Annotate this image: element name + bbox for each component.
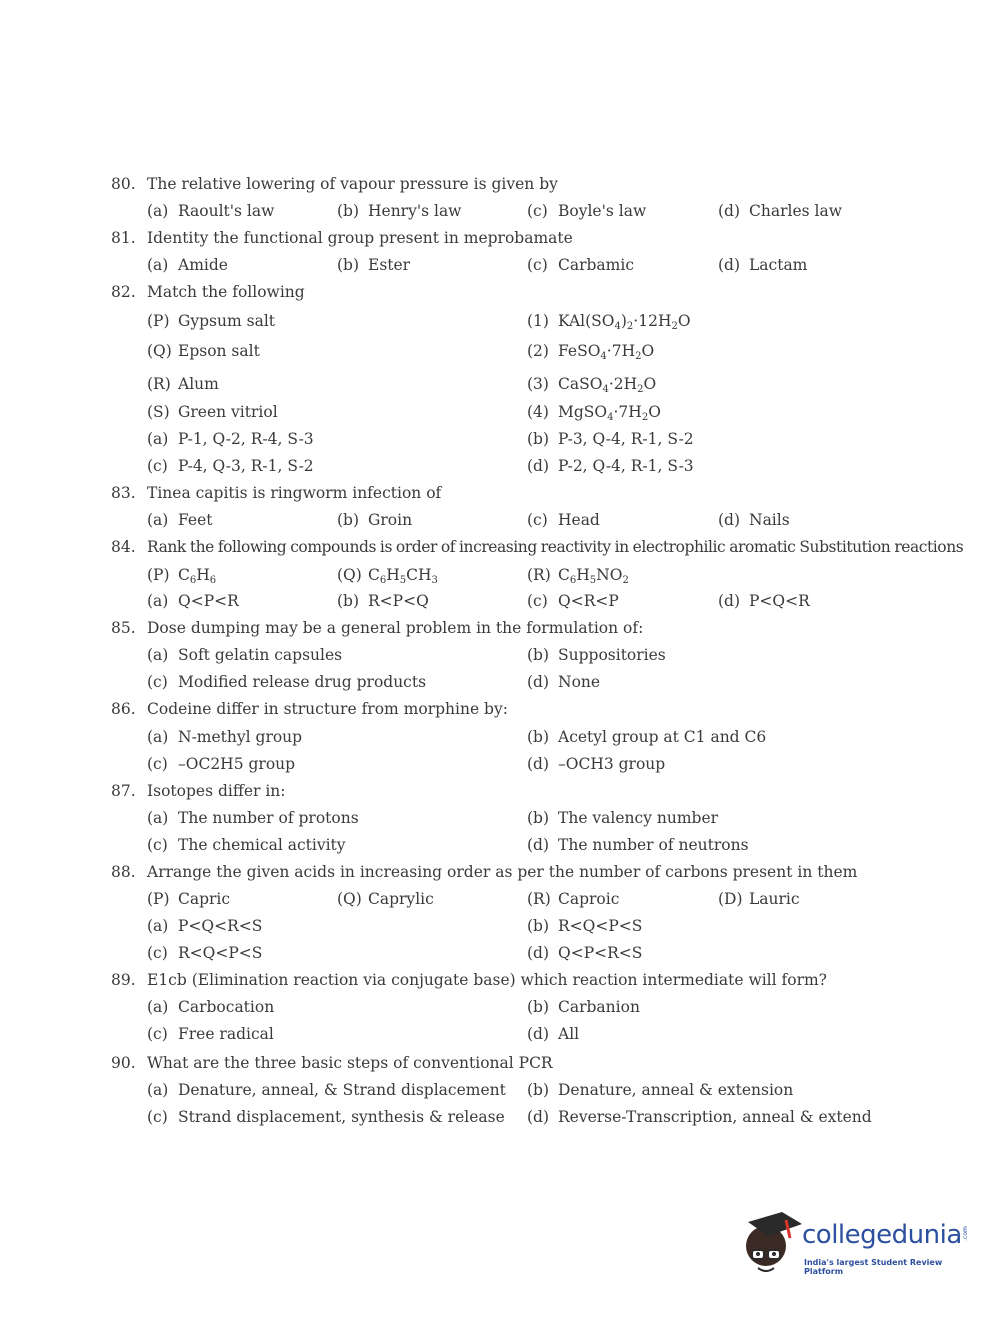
match-left-r: (R) Alum xyxy=(147,375,219,393)
option-d: (d) None xyxy=(527,673,601,691)
options-row xyxy=(0,728,1001,755)
acid-p: (P) Capric xyxy=(147,890,231,908)
option-a: (a) N-methyl group xyxy=(147,728,303,746)
compound-q: (Q) $C_6H_5CH_3$ xyxy=(337,566,438,586)
option-d: (d) The number of neutrons xyxy=(527,836,749,854)
brand-name: collegedunia xyxy=(802,1220,962,1250)
option-c: (c) Boyle's law xyxy=(527,202,647,220)
match-row-1 xyxy=(0,312,1001,339)
question-82 xyxy=(0,283,1001,310)
question-number: 85. xyxy=(111,619,136,637)
option-a: (a) The number of protons xyxy=(147,809,359,827)
option-d: (d) All xyxy=(527,1025,580,1043)
question-text: Isotopes differ in: xyxy=(147,782,286,800)
option-c: (c) Q<R<P xyxy=(527,592,619,610)
option-c: (c) R<Q<P<S xyxy=(147,944,263,962)
match-row-3 xyxy=(0,375,1001,402)
option-a: (a) Denature, anneal, & Strand displacement xyxy=(147,1081,506,1099)
option-d: (d) Q<P<R<S xyxy=(527,944,643,962)
options-row xyxy=(0,836,1001,863)
options-row xyxy=(0,592,1001,619)
compound-p: (P) $C_6H_6$ xyxy=(147,566,217,586)
options-row xyxy=(0,1081,1001,1108)
question-number: 87. xyxy=(111,782,136,800)
match-row-4 xyxy=(0,403,1001,430)
brand-suffix: .com xyxy=(961,1226,969,1241)
option-b: (b) R<Q<P<S xyxy=(527,917,643,935)
question-number: 89. xyxy=(111,971,136,989)
question-text: The relative lowering of vapour pressure is given by xyxy=(147,175,558,193)
options-row xyxy=(0,202,1001,229)
option-a: (a) Raoult's law xyxy=(147,202,275,220)
option-d: (d) Charles law xyxy=(718,202,842,220)
options-row xyxy=(0,673,1001,700)
option-b: (b) Suppositories xyxy=(527,646,666,664)
option-a: (a) Amide xyxy=(147,256,228,274)
option-c: (c) Free radical xyxy=(147,1025,274,1043)
question-83 xyxy=(0,484,1001,511)
option-b: (b) P-3, Q-4, R-1, S-2 xyxy=(527,430,694,448)
options-row xyxy=(0,755,1001,782)
option-a: (a) Feet xyxy=(147,511,213,529)
acid-q: (Q) Caprylic xyxy=(337,890,434,908)
match-left-s: (S) Green vitriol xyxy=(147,403,278,421)
option-d: (d) P-2, Q-4, R-1, S-3 xyxy=(527,457,694,475)
option-d: (d) Reverse-Transcription, anneal & extend xyxy=(527,1108,872,1126)
question-text: Arrange the given acids in increasing order as per the number of carbons present in them xyxy=(147,863,858,881)
question-90 xyxy=(0,1054,1001,1081)
options-row xyxy=(0,256,1001,283)
option-a: (a) Q<P<R xyxy=(147,592,239,610)
option-b: (b) The valency number xyxy=(527,809,719,827)
options-row xyxy=(0,1108,1001,1135)
question-number: 86. xyxy=(111,700,136,718)
option-a: (a) Carbocation xyxy=(147,998,275,1016)
brand-tagline: India's largest Student Review Platform xyxy=(804,1258,943,1276)
question-text: Match the following xyxy=(147,283,305,301)
question-number: 82. xyxy=(111,283,136,301)
option-a: (a) Soft gelatin capsules xyxy=(147,646,343,664)
acids-row xyxy=(0,890,1001,917)
option-a: (a) P-1, Q-2, R-4, S-3 xyxy=(147,430,314,448)
question-81 xyxy=(0,229,1001,256)
option-c: (c) Strand displacement, synthesis & release xyxy=(147,1108,505,1126)
question-text: Codeine differ in structure from morphine by: xyxy=(147,700,508,718)
question-86 xyxy=(0,700,1001,727)
option-c: (c) Carbamic xyxy=(527,256,635,274)
options-row xyxy=(0,998,1001,1025)
options-row xyxy=(0,1025,1001,1052)
collegedunia-logo[interactable] xyxy=(742,1208,972,1286)
graduate-mascot-icon xyxy=(742,1208,802,1286)
option-d: (d) –OCH3 group xyxy=(527,755,666,773)
option-b: (b) Acetyl group at C1 and C6 xyxy=(527,728,767,746)
question-text: Dose dumping may be a general problem in the formulation of: xyxy=(147,619,644,637)
option-d: (d) Lactam xyxy=(718,256,808,274)
option-c: (c) The chemical activity xyxy=(147,836,346,854)
option-b: (b) Henry's law xyxy=(337,202,462,220)
question-number: 88. xyxy=(111,863,136,881)
question-text: Rank the following compounds is order of increasing reactivity in electrophilic aromatic Substitution reactions xyxy=(147,538,964,556)
question-text: What are the three basic steps of conventional PCR xyxy=(147,1054,553,1072)
option-c: (c) P-4, Q-3, R-1, S-2 xyxy=(147,457,314,475)
option-b: (b) Groin xyxy=(337,511,413,529)
acid-r: (R) Caproic xyxy=(527,890,620,908)
question-88 xyxy=(0,863,1001,890)
question-text: Identity the functional group present in meprobamate xyxy=(147,229,573,247)
question-number: 80. xyxy=(111,175,136,193)
question-89 xyxy=(0,971,1001,998)
options-row xyxy=(0,646,1001,673)
match-left-q: (Q) Epson salt xyxy=(147,342,260,360)
option-b: (b) R<P<Q xyxy=(337,592,429,610)
compounds-row xyxy=(0,566,1001,593)
match-right-2: (2) $FeSO_4\cdot 7H_2O$ xyxy=(527,342,655,362)
option-c: (c) Modified release drug products xyxy=(147,673,427,691)
question-number: 90. xyxy=(111,1054,136,1072)
options-row xyxy=(0,430,1001,457)
match-right-1: (1) $KAl(SO_4)_2\cdot 12H_2O$ xyxy=(527,312,691,332)
option-c: (c) –OC2H5 group xyxy=(147,755,296,773)
match-left-p: (P) Gypsum salt xyxy=(147,312,276,330)
options-row xyxy=(0,809,1001,836)
option-b: (b) Carbanion xyxy=(527,998,640,1016)
question-text: Tinea capitis is ringworm infection of xyxy=(147,484,442,502)
option-c: (c) Head xyxy=(527,511,600,529)
question-84 xyxy=(0,538,1001,565)
option-a: (a) P<Q<R<S xyxy=(147,917,263,935)
question-text: E1cb (Elimination reaction via conjugate base) which reaction intermediate will form? xyxy=(147,971,827,989)
question-85 xyxy=(0,619,1001,646)
question-80 xyxy=(0,175,1001,202)
question-87 xyxy=(0,782,1001,809)
match-right-3: (3) $CaSO_4\cdot 2H_2O$ xyxy=(527,375,657,395)
option-d: (d) Nails xyxy=(718,511,790,529)
options-row xyxy=(0,457,1001,484)
question-number: 84. xyxy=(111,538,136,556)
acid-d: (D) Lauric xyxy=(718,890,800,908)
question-number: 83. xyxy=(111,484,136,502)
match-row-2 xyxy=(0,342,1001,369)
compound-r: (R) $C_6H_5NO_2$ xyxy=(527,566,629,586)
options-row xyxy=(0,944,1001,971)
option-b: (b) Denature, anneal & extension xyxy=(527,1081,794,1099)
options-row xyxy=(0,917,1001,944)
option-b: (b) Ester xyxy=(337,256,411,274)
options-row xyxy=(0,511,1001,538)
match-right-4: (4) $MgSO_4\cdot 7H_2O$ xyxy=(527,403,661,423)
question-number: 81. xyxy=(111,229,136,247)
option-d: (d) P<Q<R xyxy=(718,592,810,610)
